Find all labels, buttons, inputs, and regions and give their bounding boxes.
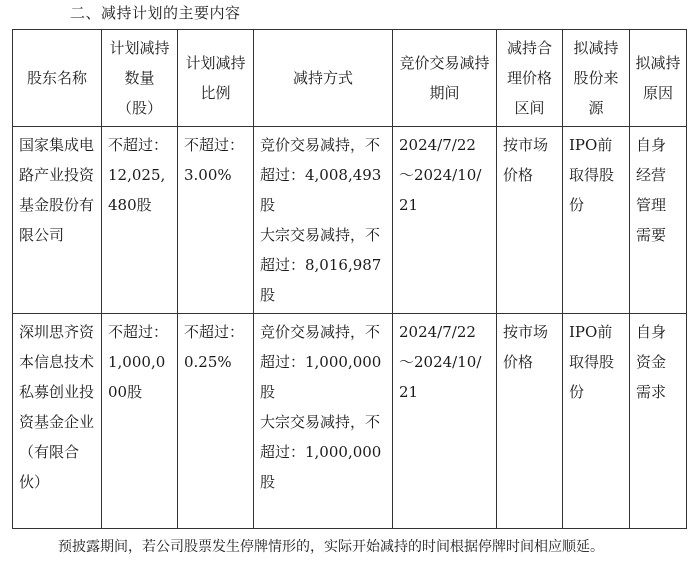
cell-source: IPO前取得股份 — [563, 314, 630, 529]
cell-quantity: 不超过：1,000,000股 — [102, 314, 178, 529]
footnote: 预披露期间，若公司股票发生停牌情形的，实际开始减持的时间根据停牌时间相应顺延。 — [58, 539, 604, 555]
cell-shareholder: 国家集成电路产业投资基金股份有限公司 — [13, 127, 102, 314]
cell-source: IPO前取得股份 — [563, 127, 630, 314]
cell-ratio: 不超过：3.00% — [178, 127, 254, 314]
header-source: 拟减持股份来源 — [563, 30, 630, 127]
cell-price-range: 按市场价格 — [497, 314, 563, 529]
cell-method — [254, 314, 393, 529]
cell-reason: 自身资金需求 — [630, 314, 687, 529]
header-reason: 拟减持原因 — [630, 30, 687, 127]
cell-price-range: 按市场价格 — [497, 127, 563, 314]
cell-period: 2024/7/22～2024/10/21 — [393, 127, 497, 314]
table-row — [13, 314, 687, 529]
header-period: 竞价交易减持期间 — [393, 30, 497, 127]
header-quantity: 计划减持数量（股） — [102, 30, 178, 127]
reduction-plan-table — [12, 29, 687, 529]
cell-method — [254, 127, 393, 314]
method-bidding: 竞价交易减持，不超过：1,000,000股 — [260, 323, 382, 401]
cell-reason: 自身经营管理需要 — [630, 127, 687, 314]
header-method: 减持方式 — [254, 30, 393, 127]
section-title: 二、减持计划的主要内容 — [70, 4, 241, 22]
cell-quantity: 不超过：12,025,480股 — [102, 127, 178, 314]
header-ratio: 计划减持比例 — [178, 30, 254, 127]
method-block: 大宗交易减持，不超过：1,000,000股 — [260, 413, 382, 491]
table-header-row — [13, 30, 687, 127]
table-row — [13, 127, 687, 314]
cell-period: 2024/7/22～2024/10/21 — [393, 314, 497, 529]
header-price-range: 减持合理价格区间 — [497, 30, 563, 127]
cell-shareholder: 深圳思齐资本信息技术私募创业投资基金企业（有限合伙） — [13, 314, 102, 529]
method-block: 大宗交易减持，不超过：8,016,987股 — [260, 226, 382, 304]
cell-ratio: 不超过：0.25% — [178, 314, 254, 529]
header-shareholder: 股东名称 — [13, 30, 102, 127]
method-bidding: 竞价交易减持，不超过：4,008,493股 — [260, 136, 382, 214]
